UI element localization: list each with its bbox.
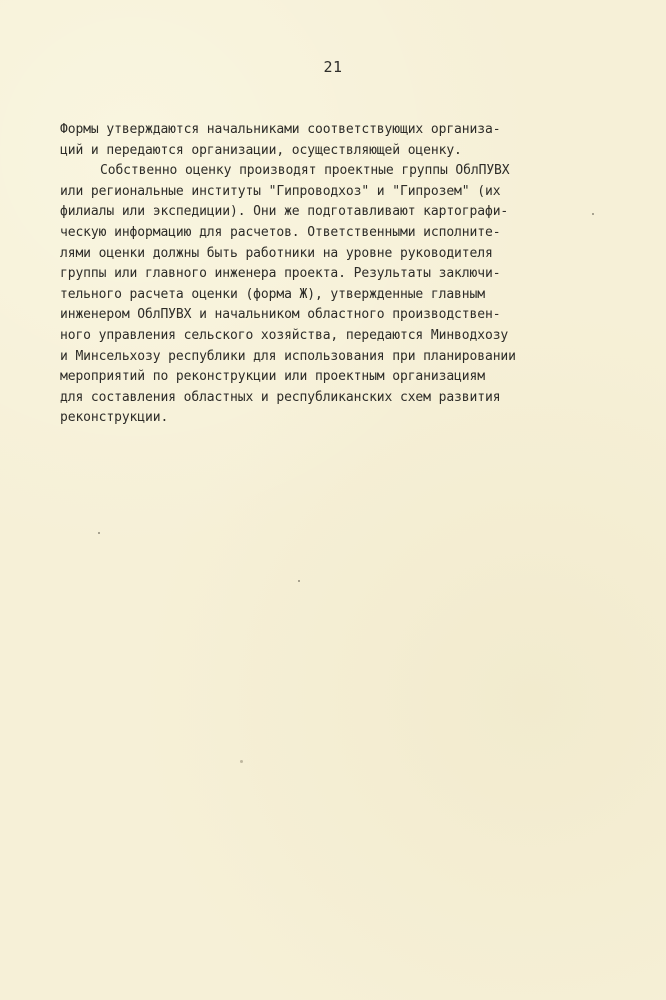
text-line: Собственно оценку производят проектные группы ОблПУВХ <box>100 163 510 179</box>
text-line: группы или главного инженера проекта. Результаты заключи- <box>60 266 501 282</box>
text-line: тельного расчета оценки (форма Ж), утвержденные главным <box>60 286 485 302</box>
paper-speck <box>298 580 300 582</box>
text-line: ций и передаются организации, осуществляющей оценку. <box>60 142 462 158</box>
paper-speck <box>592 213 594 215</box>
text-line: инженером ОблПУВХ и начальником областного производствен- <box>60 307 501 323</box>
text-line: для составления областных и республиканских схем развития <box>60 389 501 405</box>
text-line: филиалы или экспедиции). Они же подготавливают картографи- <box>60 204 509 220</box>
body-text <box>60 120 560 429</box>
text-line: лями оценки должны быть работники на уровне руководителя <box>60 245 493 261</box>
paper-speck <box>98 532 100 534</box>
text-line: или региональные институты "Гипроводхоз" и "Гипрозем" (их <box>60 183 501 199</box>
paper-speck <box>240 760 243 763</box>
text-line: реконструкции. <box>60 410 169 426</box>
text-line: Формы утверждаются начальниками соответствующих организа- <box>60 122 501 137</box>
text-line: и Минсельхозу республики для использования при планировании <box>60 348 516 364</box>
page-number: 21 <box>323 58 343 76</box>
text-line: ческую информацию для расчетов. Ответственными исполните- <box>60 224 501 240</box>
text-line: ного управления сельского хозяйства, передаются Минводхозу <box>60 327 509 343</box>
text-line: мероприятий по реконструкции или проектным организациям <box>60 369 485 385</box>
